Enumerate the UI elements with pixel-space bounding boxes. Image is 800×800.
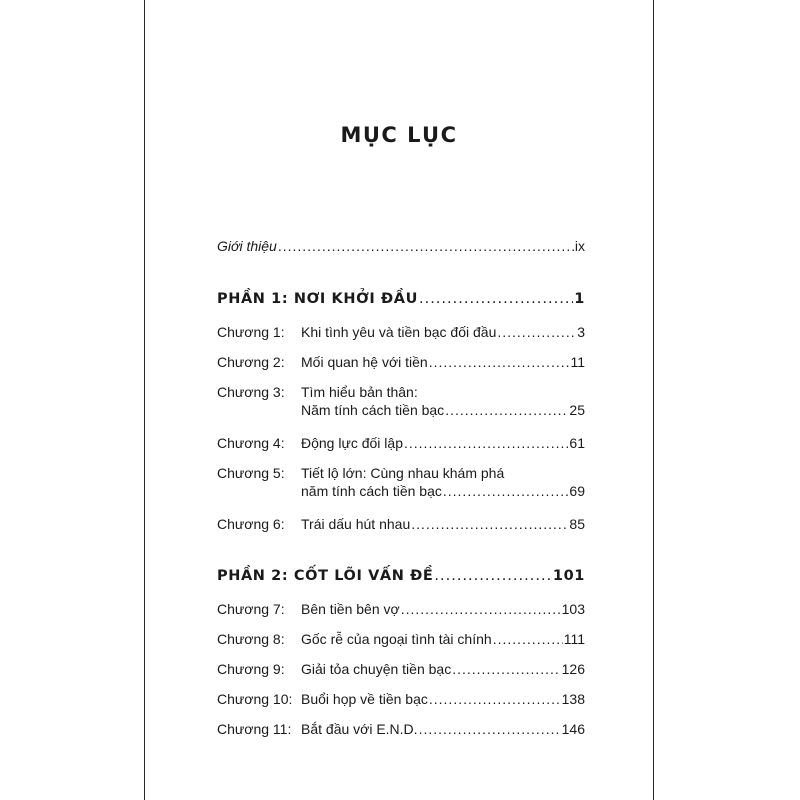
toc-chapter-11 [217,720,585,738]
chapter-7-title: Bên tiền bên vợ [301,601,400,617]
chapter-10-title: Buổi họp về tiền bạc [301,691,428,707]
toc-intro-entry [217,237,585,255]
dot-leader [452,660,560,678]
dot-leader [419,290,573,308]
chapter-3-page: 25 [569,402,585,418]
chapter-7-page: 103 [561,601,585,617]
chapter-5-number: Chương 5: [217,465,285,481]
dot-leader [419,720,561,738]
dot-leader [493,630,563,648]
toc-chapter-4 [217,434,585,452]
chapter-1-number: Chương 1: [217,324,285,340]
chapter-11-page: 146 [561,721,585,737]
chapter-6-page: 85 [569,516,585,532]
chapter-10-number: Chương 10: [217,691,293,707]
chapter-5-page: 69 [569,483,585,499]
chapter-3-title-line-2: Năm tính cách tiền bạc [301,402,445,418]
dot-leader [445,401,568,419]
toc-chapter-2 [217,353,585,371]
chapter-5-title-line-2: năm tính cách tiền bạc [301,483,442,499]
intro-page: ix [574,238,585,254]
chapter-11-number: Chương 11: [217,721,292,737]
chapter-6-number: Chương 6: [217,516,285,532]
book-page [144,0,654,800]
toc-chapter-5 [217,464,585,500]
toc-chapter-1 [217,323,585,341]
chapter-5-title-line-1: Tiết lộ lớn: Cùng nhau khám phá [301,465,505,481]
toc-part-1 [217,290,585,308]
part-2-page: 101 [552,568,585,584]
chapter-10-page: 138 [561,691,585,707]
chapter-1-page: 3 [577,324,585,340]
dot-leader [401,600,561,618]
part-1-label: PHẦN 1: NƠI KHỞI ĐẦU [217,291,418,307]
chapter-2-number: Chương 2: [217,354,285,370]
chapter-3-number: Chương 3: [217,384,285,400]
dot-leader [443,482,569,500]
dot-leader [429,690,561,708]
chapter-11-title: Bắt đầu với E.N.D. [301,721,418,737]
dot-leader [278,237,574,255]
dot-leader [434,567,552,585]
chapter-6-title: Trái dấu hút nhau [301,516,411,532]
toc-chapter-7 [217,600,585,618]
part-2-label: PHẦN 2: CỐT LÕI VẤN ĐỀ [217,568,434,584]
intro-label: Giới thiệu [217,238,277,254]
chapter-2-title: Mối quan hệ với tiền [301,354,428,370]
chapter-9-number: Chương 9: [217,661,285,677]
chapter-4-page: 61 [569,435,585,451]
chapter-8-number: Chương 8: [217,631,285,647]
toc-chapter-8 [217,630,585,648]
part-1-page: 1 [574,291,585,307]
chapter-4-title: Động lực đối lập [301,435,403,451]
chapter-7-number: Chương 7: [217,601,285,617]
toc-chapter-6 [217,515,585,533]
toc-chapter-9 [217,660,585,678]
dot-leader [411,515,568,533]
toc-chapter-3 [217,383,585,419]
page-title: MỤC LỤC [340,123,458,147]
toc-chapter-10 [217,690,585,708]
dot-leader [429,353,570,371]
toc-part-2 [217,567,585,585]
chapter-9-title: Giải tỏa chuyện tiền bạc [301,661,452,677]
chapter-2-page: 11 [570,354,585,370]
chapter-3-title-line-1: Tìm hiểu bản thân: [301,384,418,400]
dot-leader [404,434,568,452]
chapter-4-number: Chương 4: [217,435,285,451]
chapter-1-title: Khi tình yêu và tiền bạc đối đầu [301,324,497,340]
chapter-9-page: 126 [561,661,585,677]
chapter-8-title: Gốc rễ của ngoại tình tài chính [301,631,492,647]
dot-leader [497,323,576,341]
chapter-8-page: 111 [563,631,585,647]
